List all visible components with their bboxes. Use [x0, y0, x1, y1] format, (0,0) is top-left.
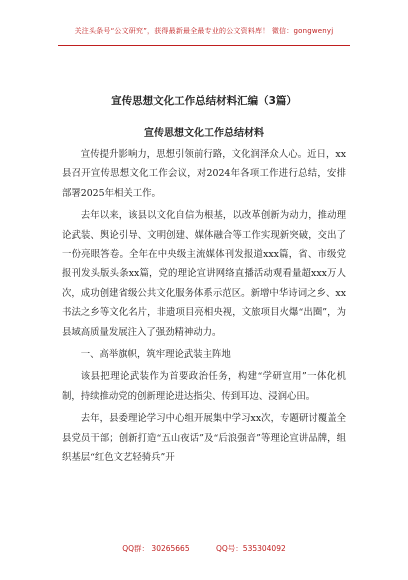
- paragraph: 去年以来，该县以文化自信为根基，以改革创新为动力，推动理论武装、舆论引导、文明创建、媒体融合等工作实现新突破，交出了一份亮眼答卷。全年在中央级主流媒体刊发报道xxx篇，省、市级党报刊发头版头条xx篇，党的理论宣讲网络直播活动观看量超xxx万人次，成功创建省级公共文化服务体系示范区。新增中华诗词之乡、xx书法之乡等文化名片，非遗项目亮相央视，文旅项目火爆“出圈”，为县域高质量发展注入了强劲精神动力。: [62, 210, 346, 338]
- section-heading: 一、高举旗帜，筑牢理论武装主阵地: [80, 349, 231, 361]
- document-title: 宣传思想文化工作总结材料汇编（3篇）: [111, 95, 297, 107]
- header-banner: 关注头条号“公文研究”，获得最新最全最专业的公文资料库！ 微信：gongwenyj: [74, 27, 334, 35]
- qq-group-link[interactable]: QQ群： 30265665: [122, 544, 190, 553]
- footer-contacts: [0, 543, 408, 554]
- section-title: 宣传思想文化工作总结材料: [144, 128, 264, 139]
- paragraph: 去年，县委理论学习中心组开展集中学习xx次，专题研讨覆盖全县党员干部；创新打造“五山夜话”及“后浪强音”等理论宣讲品牌，组织基层“红色文艺轻骑兵”开: [62, 413, 346, 464]
- paragraph: 宣传提升影响力，思想引领前行路，文化润泽众人心。近日，xx县召开宣传思想文化工作会议，对2024年各项工作进行总结，安排部署2025年相关工作。: [62, 149, 346, 199]
- document-body: [62, 145, 346, 471]
- paragraph: 该县把理论武装作为首要政治任务，构建“学研宣用”一体化机制，持续推动党的创新理论进达指尖、传到耳边、浸润心田。: [62, 371, 346, 402]
- qq-number-link[interactable]: QQ号：535304092: [216, 544, 286, 553]
- header-divider: [58, 45, 350, 46]
